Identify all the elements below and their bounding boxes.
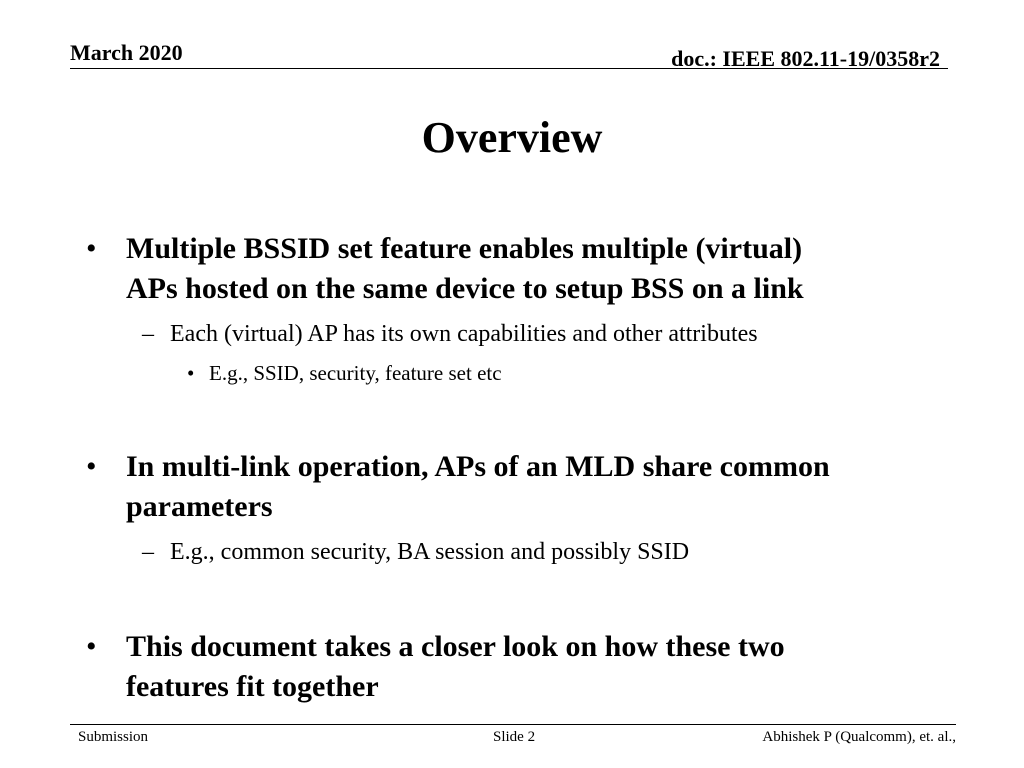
bullet-1-sub-1-text: Each (virtual) AP has its own capabilities and other attributes — [170, 321, 758, 347]
bullet-2-line-2: parameters — [126, 490, 273, 523]
header-date: March 2020 — [70, 40, 183, 65]
footer-slide-number: Slide 2 — [493, 729, 536, 745]
bullet-2-marker: • — [86, 450, 97, 483]
footer-submission: Submission — [78, 729, 149, 745]
bullet-2-sub-1-text: E.g., common security, BA session and possibly SSID — [170, 539, 690, 565]
bullet-2-sub-1-marker: – — [142, 539, 154, 565]
bullet-3-line-2: features fit together — [126, 670, 379, 703]
header-divider — [70, 68, 948, 69]
bullet-3 — [86, 627, 956, 707]
footer-divider — [70, 724, 956, 725]
footer-author: Abhishek P (Qualcomm), et. al., — [762, 729, 956, 745]
bullet-1-sub-1-marker: – — [142, 321, 154, 347]
bullet-1-sub-1-sub-1-marker: • — [187, 361, 195, 385]
header-doc-id: doc.: IEEE 802.11-19/0358r2 — [671, 46, 940, 71]
bullet-1-line-2: APs hosted on the same device to setup BSS on a link — [126, 272, 804, 305]
bullet-2-sub-1 — [142, 537, 950, 567]
bullet-3-line-1: This document takes a closer look on how these two — [126, 630, 785, 663]
bullet-1-line-1: Multiple BSSID set feature enables multiple (virtual) — [126, 232, 803, 265]
bullet-3-marker: • — [86, 630, 97, 663]
bullet-2 — [86, 447, 956, 527]
slide-title: Overview — [421, 113, 603, 162]
bullet-1-marker: • — [86, 232, 97, 265]
bullet-1-sub-1-sub-1-text: E.g., SSID, security, feature set etc — [209, 361, 502, 385]
bullet-1-sub-1-sub-1 — [187, 360, 949, 386]
bullet-1-sub-1 — [142, 319, 950, 349]
bullet-2-line-1: In multi-link operation, APs of an MLD share common — [126, 450, 830, 483]
bullet-1 — [86, 229, 956, 309]
